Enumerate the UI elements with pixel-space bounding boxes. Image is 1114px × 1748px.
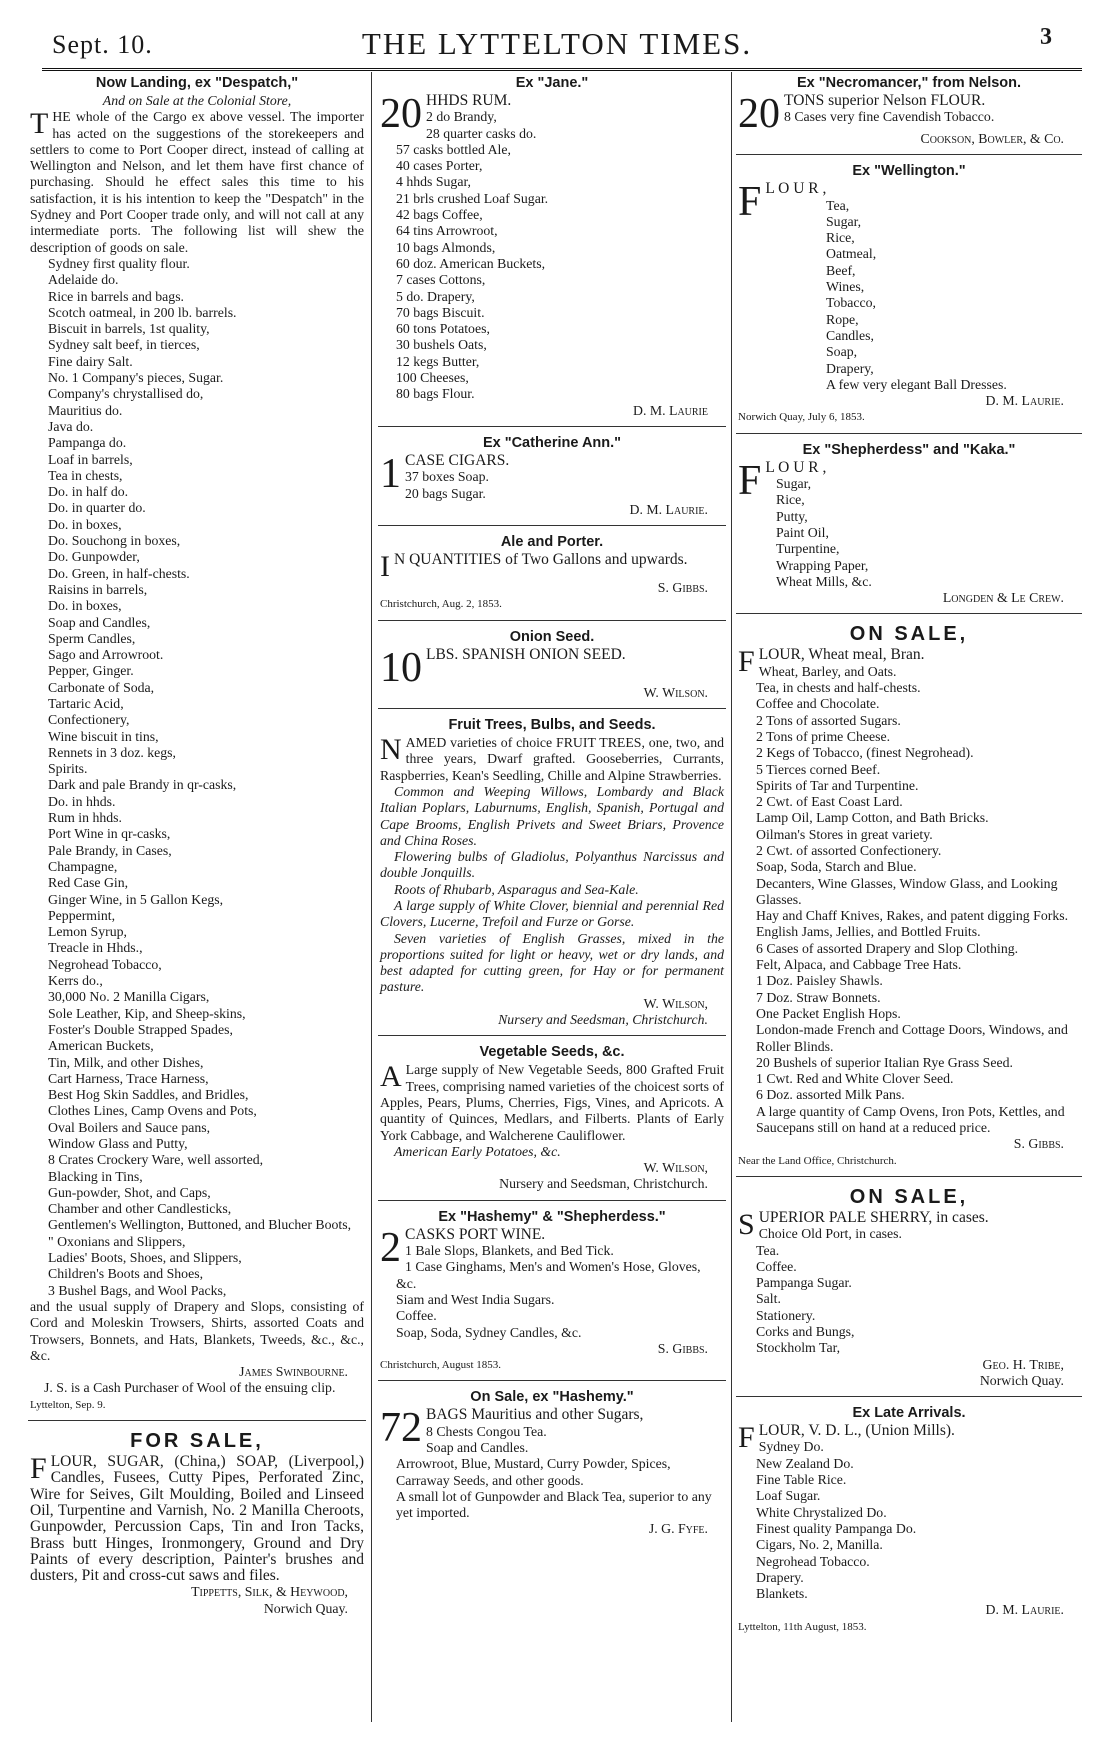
list-item: Do. in boxes, (48, 598, 122, 614)
list-item: 2 Tons of assorted Sugars. (756, 712, 901, 728)
list-item: Port Wine in qr-casks, (48, 826, 171, 842)
list-item: 12 kegs Butter, (396, 353, 480, 369)
list-item: Wine biscuit in tins, (48, 728, 159, 744)
list-item: One Packet English Hops. (756, 1005, 901, 1021)
list-item: Loaf Sugar. (756, 1488, 821, 1504)
list-item: " Oxonians and Slippers, (48, 1233, 186, 1249)
ad-signature: D. M. Laurie. (985, 393, 1064, 409)
list-item: Scotch oatmeal, in 200 lb. barrels. (48, 304, 237, 320)
list-item: 30,000 No. 2 Manilla Cigars, (48, 989, 210, 1005)
list-item: Negrohead Tobacco. (756, 1553, 870, 1569)
list-item: Turpentine, (776, 541, 840, 557)
ad-location: Lyttelton, Sep. 9. (30, 1398, 106, 1411)
ad-number: 20 (738, 91, 780, 137)
list-item: Ladies' Boots, Shoes, and Slippers, (48, 1250, 242, 1266)
goods-list (738, 1226, 1080, 1356)
list-item: 60 tons Potatoes, (396, 321, 490, 337)
ad-late-arrivals: Ex Late Arrivals. FLOUR, V. D. L., (Union Mills). Sydney Do. New Zealand Do. Fine Table Rice. Loaf Sugar. White Chrystalized Do. Finest quality Pampanga Do. Cigars, No. 2, Manilla. Negrohead Tobacco. Drapery. Blankets. D. M. Laurie. Lyttelton, 11th August, 1853. (736, 1402, 1082, 1639)
ad-first-line: HHDS RUM. (426, 92, 512, 109)
list-item: 1 Bale Slops, Blankets, and Bed Tick. (405, 1243, 614, 1259)
ad-jane (378, 72, 726, 423)
ad-heading: FOR SALE, (130, 1430, 264, 1453)
list-item: Rum in hhds. (48, 810, 122, 826)
list-item: Window Glass and Putty, (48, 1136, 188, 1151)
ad-signature: J. G. Fyfe. (648, 1521, 708, 1537)
list-item: Salt. (756, 1291, 781, 1307)
masthead (0, 0, 1114, 74)
ad-on-sale-gibbs: ON SALE, FLOUR, Wheat meal, Bran. Wheat, Barley, and Oats. Tea, in chests and half-chests. Coffee and Chocolate. 2 Tons of assorted Sugars. 2 Tons of prime Cheese. 2 Kegs of Tobacco, (finest Negrohead). 5 Tierces corned Beef. Spirits of Tar and Turpentine. 2 Cwt. of East Coast Lard. Lamp Oil, Lamp Cotton, and Bath Bricks. Oilman's Stores in great variety. 2 Cwt. of assorted Confectionery. Soap, Soda, Starch and Blue. Decanters, Wine Glasses, Window Glass, and Looking Glasses. Hay and Chaff Knives, Rakes, and patent digging Forks. English Jams, Jellies, and Bottled Fruits. 6 Cases of assorted Drapery and Slop Clothing. Felt, Alpaca, and Cabbage Tree Hats. 1 Doz. Paisley Shawls. 7 Doz. Straw Bonnets. One Packet English Hops. London-made French and Cottage Doors, Windows, and Roller Blinds. 20 Bushels of superior Italian Rye Grass Seed. 1 Cwt. Red and White Clover Seed. 6 Doz. assorted Milk Pans. A large quantity of Camp Ovens, Iron Pots, Kettles, and Saucepans still on hand at a reduced price. S. Gibbs. Near the Land Office, Christchurch. (736, 619, 1082, 1173)
list-item: 57 casks bottled Ale, (396, 141, 511, 157)
list-item: 5 Tierces corned Beef. (756, 761, 881, 777)
list-item: Paint Oil, (776, 524, 829, 540)
issue-date: Sept. 10. (52, 30, 153, 59)
list-item: Rennets in 3 doz. kegs, (48, 744, 176, 760)
list-item: Wrapping Paper, (776, 557, 869, 573)
list-item: Cart Harness, Trace Harness, (48, 1070, 209, 1086)
list-item: White Chrystalized Do. (756, 1504, 887, 1520)
list-item: Blankets. (756, 1586, 808, 1602)
list-item: Spirits. (48, 761, 88, 777)
list-item: Chamber and other Candlesticks, (48, 1201, 232, 1217)
newspaper-title: THE LYTTELTON TIMES. (361, 26, 753, 61)
list-item: Coffee. (396, 1308, 437, 1324)
ad-signature: D. M. Laurie (632, 402, 708, 418)
list-item: Tartaric Acid, (48, 695, 124, 711)
goods-list (380, 1243, 724, 1341)
list-item: Arrowroot, Blue, Mustard, Curry Powder, Spices, Carraway Seeds, and other goods. (396, 1456, 671, 1488)
list-item: Hay and Chaff Knives, Rakes, and patent digging Forks. (756, 908, 1069, 924)
column-divider (731, 72, 732, 1722)
goods-list (380, 1424, 724, 1522)
ad-heading: Onion Seed. (509, 628, 595, 645)
ad-signature: W. Wilson, (643, 1160, 708, 1176)
list-item: Do. in hhds. (48, 793, 116, 809)
list-item: Soap and Candles. (426, 1440, 529, 1455)
list-item: 2 Tons of prime Cheese. (756, 728, 891, 744)
list-item: 2 do Brandy, (426, 109, 497, 125)
list-item: Kerrs do., (48, 973, 103, 989)
list-item: 1 Cwt. Red and White Clover Seed. (756, 1071, 954, 1087)
ad-heading: Vegetable Seeds, &c. (479, 1044, 625, 1061)
ad-heading: Ale and Porter. (500, 534, 604, 551)
ad-location: Lyttelton, 11th August, 1853. (738, 1620, 867, 1633)
list-item: Rice, (826, 230, 855, 246)
list-item: A small lot of Gunpowder and Black Tea, superior to any yet imported. (396, 1488, 712, 1521)
list-item: Coffee. (756, 1258, 797, 1274)
list-item: A large quantity of Camp Ovens, Iron Pots, Kettles, and Saucepans still on hand at a reduced price. (756, 1103, 1065, 1136)
ad-heading: ON SALE, (849, 623, 969, 646)
ad-signature: W. Wilson, (643, 995, 708, 1011)
list-item: Siam and West India Sugars. (396, 1291, 555, 1307)
ad-heading: Ex "Shepherdess" and "Kaka." (802, 441, 1016, 458)
ad-first-line: CASE CIGARS. (405, 451, 510, 469)
list-item: Rice in barrels and bags. (48, 288, 185, 304)
list-item: Sperm Candles, (48, 630, 136, 646)
list-item: Do. in quarter do. (48, 500, 146, 516)
list-item: 60 doz. American Buckets, (396, 255, 546, 271)
list-item: Tea, in chests and half-chests. (756, 680, 921, 696)
list-item: Oval Boilers and Sauce pans, (48, 1119, 211, 1135)
list-item: Red Case Gin, (48, 875, 129, 891)
ad-heading: Now Landing, ex "Despatch," (95, 75, 299, 91)
list-item: Soap and Candles, (48, 614, 151, 630)
list-item: English Jams, Jellies, and Bottled Fruits. (756, 924, 981, 940)
ad-signature: Longden & Le Crew. (942, 590, 1064, 606)
list-item: Clothes Lines, Camp Ovens and Pots, (48, 1103, 257, 1119)
list-item: Java do. (48, 418, 94, 434)
list-item: Lemon Syrup, (48, 924, 127, 940)
list-item: Adelaide do. (48, 272, 119, 288)
list-item: Soap, Soda, Starch and Blue. (756, 859, 917, 875)
goods-list (738, 664, 1080, 1137)
ad-on-sale-hashemy: On Sale, ex "Hashemy." 72 BAGS Mauritius and other Sugars, 8 Chests Congou Tea. Soap and Candles. Arrowroot, Blue, Mustard, Curry Powder, Spices, Carraway Seeds, and other goods. A small lot of Gunpowder and Black Tea, superior to any yet imported. J. G. Fyfe. (378, 1386, 726, 1541)
list-item: 21 brls crushed Loaf Sugar. (396, 190, 549, 206)
list-item: A few very elegant Ball Dresses. (826, 376, 1007, 392)
list-item: 2 Kegs of Tobacco, (finest Negrohead). (756, 745, 974, 761)
list-item: 7 cases Cottons, (396, 272, 486, 288)
list-item: Do. Souchong in boxes, (48, 533, 181, 549)
list-item: Cigars, No. 2, Manilla. (756, 1537, 883, 1553)
list-item: Fine Table Rice. (756, 1472, 847, 1488)
list-item: 6 Cases of assorted Drapery and Slop Clothing. (756, 940, 1019, 956)
list-item: Sugar, (776, 476, 812, 492)
page-number: 3 (1040, 24, 1052, 50)
ad-vegetable-seeds: Vegetable Seeds, &c. A Large supply of New Vegetable Seeds, 800 Grafted Fruit Trees, comprising named varieties of the choicest sorts of Apples, Pears, Plums, Cherries, Figs, Vines, and Apricots. A quantity of Quinces, Medlars, and Filberts. Plants of Early York Cabbage, and Walcherene Cauliflower. American Early Potatoes, &c. W. Wilson, Nursery and Seedsman, Christchurch. (380, 1044, 724, 1192)
list-item: Champagne, (48, 858, 118, 874)
ad-location: Norwich Quay, July 6, 1853. (738, 411, 865, 424)
ad-catherine-ann (378, 432, 726, 522)
list-item: 37 boxes Soap. (405, 469, 489, 485)
ad-shepherdess-kaka: Ex "Shepherdess" and "Kaka." F L O U R , Sugar, Rice, Putty, Paint Oil, Turpentine, Wrapping Paper, Wheat Mills, &c. Longden & Le Crew. (736, 439, 1082, 611)
list-item: 8 Crates Crockery Ware, well assorted, (48, 1152, 264, 1168)
ad-number: 72 (380, 1405, 422, 1452)
list-item: Beef, (826, 262, 856, 278)
list-item: Pampanga Sugar. (756, 1275, 852, 1291)
goods-list (380, 109, 724, 402)
list-item: Putty, (776, 508, 808, 524)
list-item: 2 Cwt. of East Coast Lard. (756, 794, 903, 810)
ad-heading: ON SALE, (849, 1185, 969, 1208)
ad-heading: Ex "Jane." (515, 75, 589, 91)
list-item: Soap, Soda, Sydney Candles, &c. (396, 1324, 582, 1340)
list-item: Spirits of Tar and Turpentine. (756, 777, 919, 793)
list-item: Rice, (776, 492, 805, 508)
ad-signature: S. Gibbs. (657, 1340, 708, 1356)
goods-list (738, 1439, 1080, 1602)
list-item: Lamp Oil, Lamp Cotton, and Bath Bricks. (756, 810, 989, 826)
ad-heading: Ex "Hashemy" & "Shepherdess." (438, 1208, 666, 1225)
list-item: American Buckets, (48, 1038, 154, 1054)
list-item: 80 bags Flour. (396, 386, 475, 402)
ad-intro: THE whole of the Cargo ex above vessel. The importer has acted on the suggestions of the storekeepers and settlers to come to Port Cooper direct, instead of calling at Wellington and Nelson, and let them have first chance of purchasing. Should he effect sales this time to his satisfaction, it is his intention to keep the "Despatch" in the Sydney and Port Cooper trade only, and will not call at any intermediate ports. The following list will shew the description of goods on sale. (30, 107, 364, 255)
ad-subheading: And on Sale at the Colonial Store, (102, 93, 292, 108)
list-item: 42 bags Coffee, (396, 207, 483, 223)
list-item: 100 Cheeses, (396, 370, 469, 386)
list-item: Tea. (756, 1242, 780, 1258)
ad-signature: James Swinbourne. (239, 1364, 348, 1380)
list-item: Drapery, (826, 360, 874, 376)
list-item: Oatmeal, (826, 246, 877, 262)
list-item: Do. Gunpowder, (48, 549, 140, 565)
list-item: Carbonate of Soda, (48, 679, 155, 695)
ad-note: J. S. is a Cash Purchaser of Wool of the ensuing clip. (44, 1380, 336, 1396)
list-item: Tobacco, (826, 295, 876, 311)
list-item: 30 bushels Oats, (396, 337, 487, 353)
ad-signature: W. Wilson. (643, 684, 708, 700)
list-item: 7 Doz. Straw Bonnets. (756, 989, 881, 1005)
list-item: Company's chrystallised do, (48, 386, 204, 402)
list-item: Sydney salt beef, in tierces, (48, 337, 200, 353)
list-item: London-made French and Cottage Doors, Windows, and Roller Blinds. (756, 1022, 1068, 1054)
list-item: Negrohead Tobacco, (48, 956, 162, 972)
list-item: Confectionery, (48, 712, 130, 728)
list-item: 20 bags Sugar. (405, 485, 486, 501)
ad-location: Christchurch, Aug. 2, 1853. (380, 598, 502, 611)
list-item: Ginger Wine, in 5 Gallon Kegs, (48, 891, 224, 907)
list-item: 5 do. Drapery, (396, 288, 475, 304)
ad-location: Near the Land Office, Christchurch. (738, 1154, 897, 1167)
list-item: Tea, (826, 197, 850, 213)
list-item: Fine dairy Salt. (48, 353, 133, 369)
list-item: Wines, (826, 279, 865, 295)
list-item: 6 Doz. assorted Milk Pans. (756, 1087, 905, 1103)
list-item: Wheat, Barley, and Oats. (758, 663, 897, 679)
list-item: Decanters, Wine Glasses, Window Glass, and Looking Glasses. (756, 875, 1058, 907)
ad-heading: On Sale, ex "Hashemy." (470, 1389, 634, 1406)
ad-wellington: Ex "Wellington." F L O U R , Tea, Sugar, Rice, Oatmeal, Beef, Wines, Tobacco, Rope, Candles, Soap, Drapery, A few very elegant Ball Dresses. D. M. Laurie. Norwich Quay, July 6, 1853. (736, 160, 1082, 429)
ad-heading: Ex "Necromancer," from Nelson. (796, 75, 1022, 91)
list-item: Blacking in Tins, (48, 1168, 143, 1184)
list-item: Best Hog Skin Saddles, and Bridles, (48, 1087, 249, 1103)
goods-list (30, 256, 364, 1299)
list-item: Peppermint, (48, 907, 116, 923)
ad-number: 20 (380, 91, 422, 137)
list-item: 8 Chests Congou Tea. (426, 1423, 547, 1439)
list-item: 3 Bushel Bags, and Wool Packs, (48, 1282, 227, 1298)
list-item: Pampanga do. (48, 435, 127, 451)
column-3 (736, 72, 1082, 1722)
ad-heading: Ex "Catherine Ann." (482, 434, 622, 451)
list-item: Sugar, (826, 213, 862, 229)
list-item: 64 tins Arrowroot, (396, 223, 498, 239)
list-item: Do. in boxes, (48, 516, 122, 532)
list-item: Felt, Alpaca, and Cabbage Tree Hats. (756, 957, 962, 973)
ad-onion-seed: Onion Seed. 10 LBS. SPANISH ONION SEED. W. Wilson. (378, 626, 726, 705)
ad-body: FLOUR, SUGAR, (China,) SOAP, (Liverpool,) Candles, Fusees, Cutty Pipes, Perforated Zinc, Wire for Seives, Gilt Moulding, Boiled and Linseed Oil, Turpentine and Varnish, No. 2 Manilla Cheroots, Gunpowder, Percussion Caps, Tin and Iron Tacks, Brass butt Hinges, Ironmongery, Ground and Dry Paints of every description, Painter's brushes and dusters, Pit and cross-cut saws and files. (30, 1452, 364, 1585)
ad-closing: and the usual supply of Drapery and Slops, consisting of Cord and Moleskin Trowsers, Shirts, assorted Coats and Trowsers, Bonnets, and Hats, Blankets, Tweeds, &c., &c., &c. (30, 1298, 364, 1363)
list-item: Soap, (826, 344, 858, 360)
ad-rule (28, 1420, 366, 1421)
list-item: Stationery. (756, 1307, 816, 1323)
list-item: 10 bags Almonds, (396, 239, 496, 255)
masthead-rule (42, 68, 1082, 71)
ad-signature: Geo. H. Tribe, (982, 1356, 1064, 1372)
list-item: Corks and Bungs, (756, 1324, 855, 1339)
ad-number: 10 (380, 644, 422, 691)
column-divider (371, 72, 372, 1722)
list-item: New Zealand Do. (756, 1455, 854, 1471)
list-item: 28 quarter casks do. (426, 125, 537, 141)
column-1 (28, 72, 366, 1722)
ad-number: 1 (380, 450, 401, 497)
ad-place: Norwich Quay. (263, 1600, 348, 1616)
list-item: Wheat Mills, &c. (776, 573, 872, 589)
list-item: Biscuit in barrels, 1st quality, (48, 321, 210, 337)
list-item: Mauritius do. (48, 402, 123, 418)
list-item: 2 Cwt. of assorted Confectionery. (756, 842, 942, 858)
list-item: Coffee and Chocolate. (756, 696, 880, 712)
list-item: 20 Bushels of superior Italian Rye Grass Seed. (756, 1054, 1013, 1070)
list-item: Oilman's Stores in great variety. (756, 826, 933, 842)
goods-list (738, 198, 1080, 394)
list-item: 4 hhds Sugar, (396, 174, 471, 190)
ad-signature: Cookson, Bowler, & Co. (920, 131, 1064, 146)
ad-signature: D. M. Laurie. (629, 501, 708, 517)
ad-hashemy-shepherdess: Ex "Hashemy" & "Shepherdess." 2 CASKS PORT WINE. 1 Bale Slops, Blankets, and Bed Tick. 1 Case Ginghams, Men's and Women's Hose, Gloves, &c. Siam and West India Sugars. Coffee. Soap, Soda, Sydney Candles, &c. S. Gibbs. Christchurch, August 1853. (378, 1206, 726, 1378)
list-item: 1 Case Ginghams, Men's and Women's Hose, Gloves, &c. (396, 1259, 701, 1291)
list-item: 1 Doz. Paisley Shawls. (756, 973, 883, 989)
ad-heading: Fruit Trees, Bulbs, and Seeds. (448, 717, 656, 734)
list-item: Sago and Arrowroot. (48, 647, 164, 663)
list-item: No. 1 Company's pieces, Sugar. (48, 370, 224, 386)
list-item: Gun-powder, Shot, and Caps, (48, 1184, 211, 1200)
ad-for-sale (28, 1426, 366, 1621)
list-item: Sydney Do. (758, 1439, 824, 1455)
ad-heading: Ex "Wellington." (852, 163, 966, 180)
list-item: Tea in chests, (48, 467, 123, 483)
list-item: Sydney first quality flour. (48, 255, 190, 271)
list-item: 70 bags Biscuit. (396, 304, 485, 320)
goods-list (380, 469, 724, 502)
ad-signature: D. M. Laurie. (985, 1602, 1064, 1618)
list-item: Candles, (826, 327, 874, 343)
ad-location: Christchurch, August 1853. (380, 1359, 501, 1372)
list-item: Children's Boots and Shoes, (48, 1266, 204, 1282)
list-item: Foster's Double Strapped Spades, (48, 1021, 233, 1037)
list-item: Stockholm Tar, (756, 1340, 841, 1356)
list-item: Pale Brandy, in Cases, (48, 842, 172, 858)
list-item: Dark and pale Brandy in qr-casks, (48, 777, 237, 793)
ad-signature: S. Gibbs. (1013, 1136, 1064, 1152)
list-item: Pepper, Ginger. (48, 663, 134, 679)
list-item: Sole Leather, Kip, and Sheep-skins, (48, 1005, 246, 1021)
ad-signature: Tippetts, Silk, & Heywood, (191, 1584, 348, 1600)
list-item: Rope, (826, 311, 859, 327)
list-item: Treacle in Hhds., (48, 940, 143, 956)
list-item: Raisins in barrels, (48, 581, 148, 597)
list-item: 40 cases Porter, (396, 158, 483, 174)
list-item: Do. in half do. (48, 484, 129, 500)
list-item: Gentlemen's Wellington, Buttoned, and Blucher Boots, (48, 1217, 352, 1233)
ad-despatch (28, 72, 366, 1417)
ad-on-sale-tribe: ON SALE, SUPERIOR PALE SHERRY, in cases. Choice Old Port, in cases. Tea. Coffee. Pampanga Sugar. Salt. Stationery. Corks and Bungs, Stockholm Tar, Geo. H. Tribe, Norwich Quay. (736, 1182, 1082, 1393)
ad-fruit-trees: Fruit Trees, Bulbs, and Seeds. NAMED varieties of choice FRUIT TREES, one, two, and three years, Dwarf grafted. Gooseberries, Currants, Raspberries, Kean's Seedling, Chille and Alpine Strawberries. Common and Weeping Willows, Lombardy and Black Italian Poplars, Laburnums, English, Spanish, Portugal and Cape Brooms, English Privets and Sweet Briars, Provence and China Roses. Flowering bulbs of Gladiolus, Polyanthus Narcissus and double Jonquills. Roots of Rhubarb, Asparagus and Sea-Kale. A large supply of White Clover, biennial and perennial Red Clovers, Lucerne, Trefoil and Furze or Gorse. Seven varieties of English Grasses, mixed in the proportions suited for light or heavy, wet or dry lands, and best adapted for cutting green, for Hay or for permanent pasture. W. Wilson, Nursery and Seedsman, Christchurch. (380, 717, 724, 1028)
list-item: Loaf in barrels, (48, 451, 133, 467)
list-item: Finest quality Pampanga Do. (756, 1520, 917, 1536)
ad-ale-porter: Ale and Porter. I N QUANTITIES of Two Gallons and upwards. S. Gibbs. Christchurch, Aug. 2, 1853. (378, 531, 726, 617)
list-item: Choice Old Port, in cases. (758, 1226, 902, 1242)
ad-heading: Ex Late Arrivals. (852, 1405, 966, 1422)
ad-necromancer: Ex "Necromancer," from Nelson. 20 TONS superior Nelson FLOUR. 8 Cases very fine Cavendish Tobacco. Cookson, Bowler, & Co. (736, 72, 1082, 151)
ad-signature: S. Gibbs. (657, 580, 708, 596)
list-item: Drapery. (756, 1569, 804, 1585)
list-item: Tin, Milk, and other Dishes, (48, 1054, 204, 1070)
ad-number: 2 (380, 1224, 401, 1271)
goods-list (738, 476, 1080, 590)
list-item: Do. Green, in half-chests. (48, 565, 190, 581)
column-2 (378, 72, 726, 1722)
